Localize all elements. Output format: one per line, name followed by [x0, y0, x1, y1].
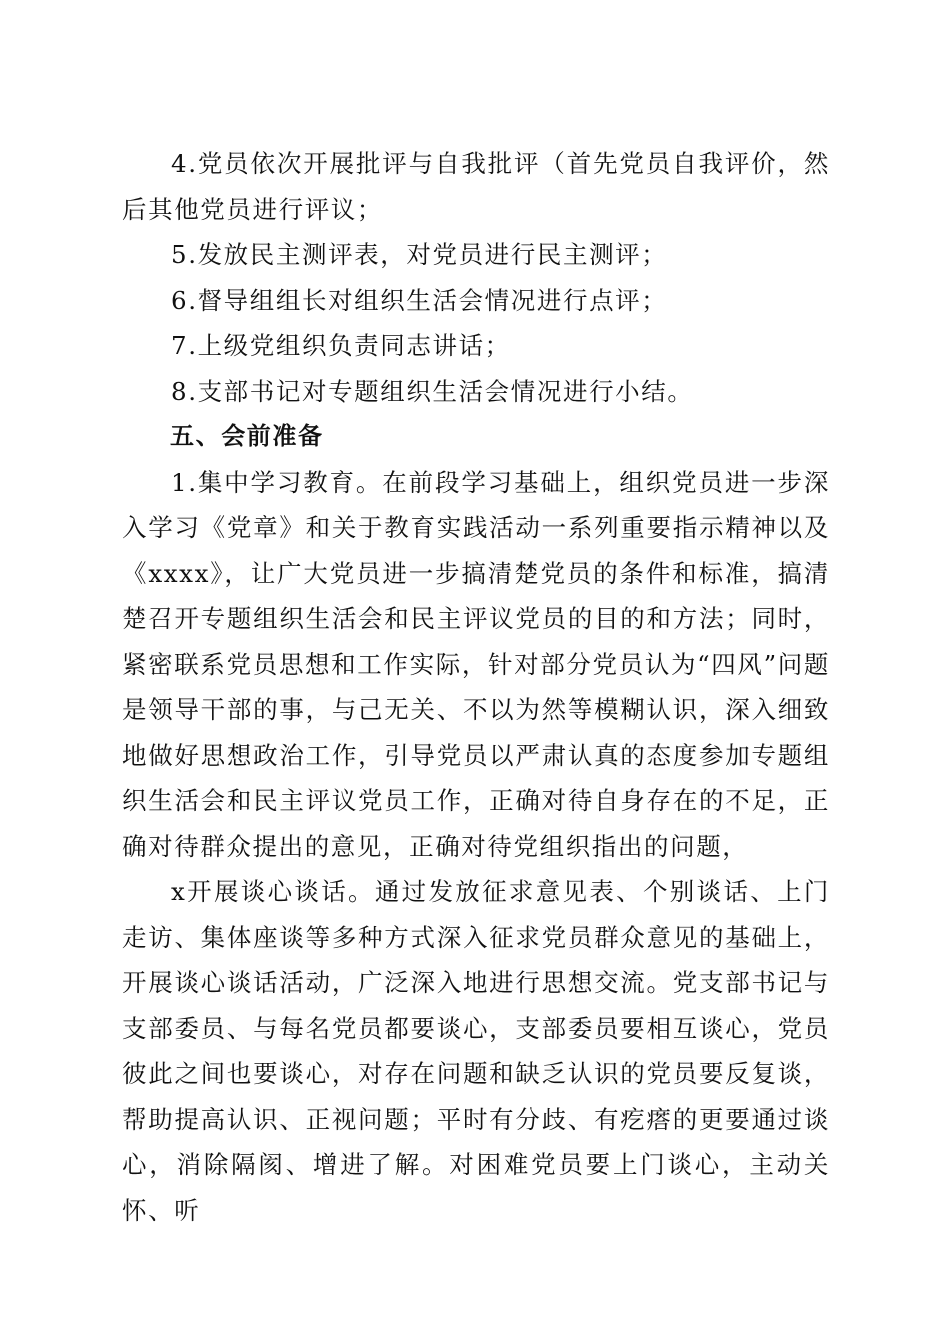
paragraph-heart-talk: x开展谈心谈话。通过发放征求意见表、个别谈话、上门走访、集体座谈等多种方式深入征求党员群众意见的基础上，开展谈心谈话活动，广泛深入地进行思想交流。党支部书记与支部委员、与每名党员都要谈心，支部委员要相互谈心，党员彼此之间也要谈心，对存在问题和缺乏认识的党员要反复谈，帮助提高认识、正视问题；平时有分歧、有疙瘩的更要通过谈心，消除隔阂、增进了解。对困难党员要上门谈心，主动关怀、听	[122, 877, 830, 1225]
document-body	[122, 141, 830, 1233]
paragraph-study-education: 1.集中学习教育。在前段学习基础上，组织党员进一步深入学习《党章》和关于教育实践活动一系列重要指示精神以及《xxxx》，让广大党员进一步搞清楚党员的条件和标准，搞清楚召开专题组织生活会和民主评议党员的目的和方法；同时，紧密联系党员思想和工作实际，针对部分党员认为“四风”问题是领导干部的事，与己无关、不以为然等模糊认识，深入细致地做好思想政治工作，引导党员以严肃认真的态度参加专题组织生活会和民主评议党员工作，正确对待自身存在的不足，正确对待群众提出的意见，正确对待党组织指出的问题，	[122, 467, 830, 861]
paragraph-step-8: 8.支部书记对专题组织生活会情况进行小结。	[171, 376, 694, 406]
paragraph-step-5: 5.发放民主测评表，对党员进行民主测评；	[171, 240, 668, 269]
section-heading: 五、会前准备	[170, 422, 324, 450]
paragraph-step-4: 4.党员依次开展批评与自我批评（首先党员自我评价，然后其他党员进行评议；	[122, 149, 830, 224]
paragraph-step-7: 7.上级党组织负责同志讲话；	[171, 331, 511, 360]
paragraph-step-6: 6.督导组组长对组织生活会情况进行点评；	[171, 285, 668, 315]
